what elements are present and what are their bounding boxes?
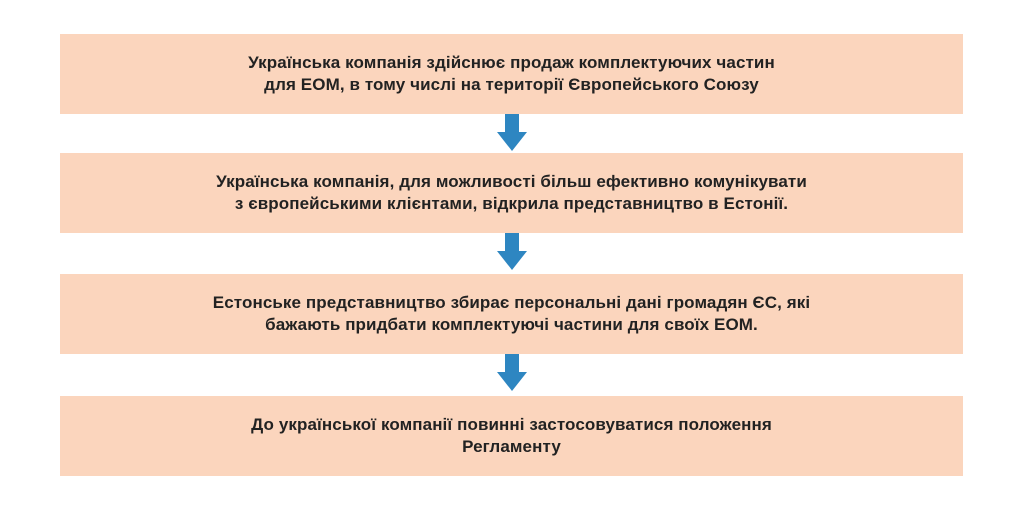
flow-step-1-text: Українська компанія здійснює продаж комплектуючих частин для ЕОМ, в тому числі на території Європейського Союзу (248, 53, 775, 94)
arrow-down-icon (496, 354, 528, 392)
flow-step-1 (60, 34, 963, 114)
arrow-down-icon (496, 114, 528, 152)
flow-step-4 (60, 396, 963, 476)
flow-step-2-text: Українська компанія, для можливості більш ефективно комунікувати з європейськими клієнтами, відкрила представництво в Естонії. (216, 172, 807, 213)
flow-step-4-text: До української компанії повинні застосовуватися положення Регламенту (251, 415, 772, 456)
flow-step-3-text: Естонське представництво збирає персональні дані громадян ЄС, які бажають придбати комплектуючі частини для своїх ЕОМ. (212, 293, 811, 334)
arrow-down-icon (496, 233, 528, 271)
flow-step-2 (60, 153, 963, 233)
flow-step-3 (60, 274, 963, 354)
